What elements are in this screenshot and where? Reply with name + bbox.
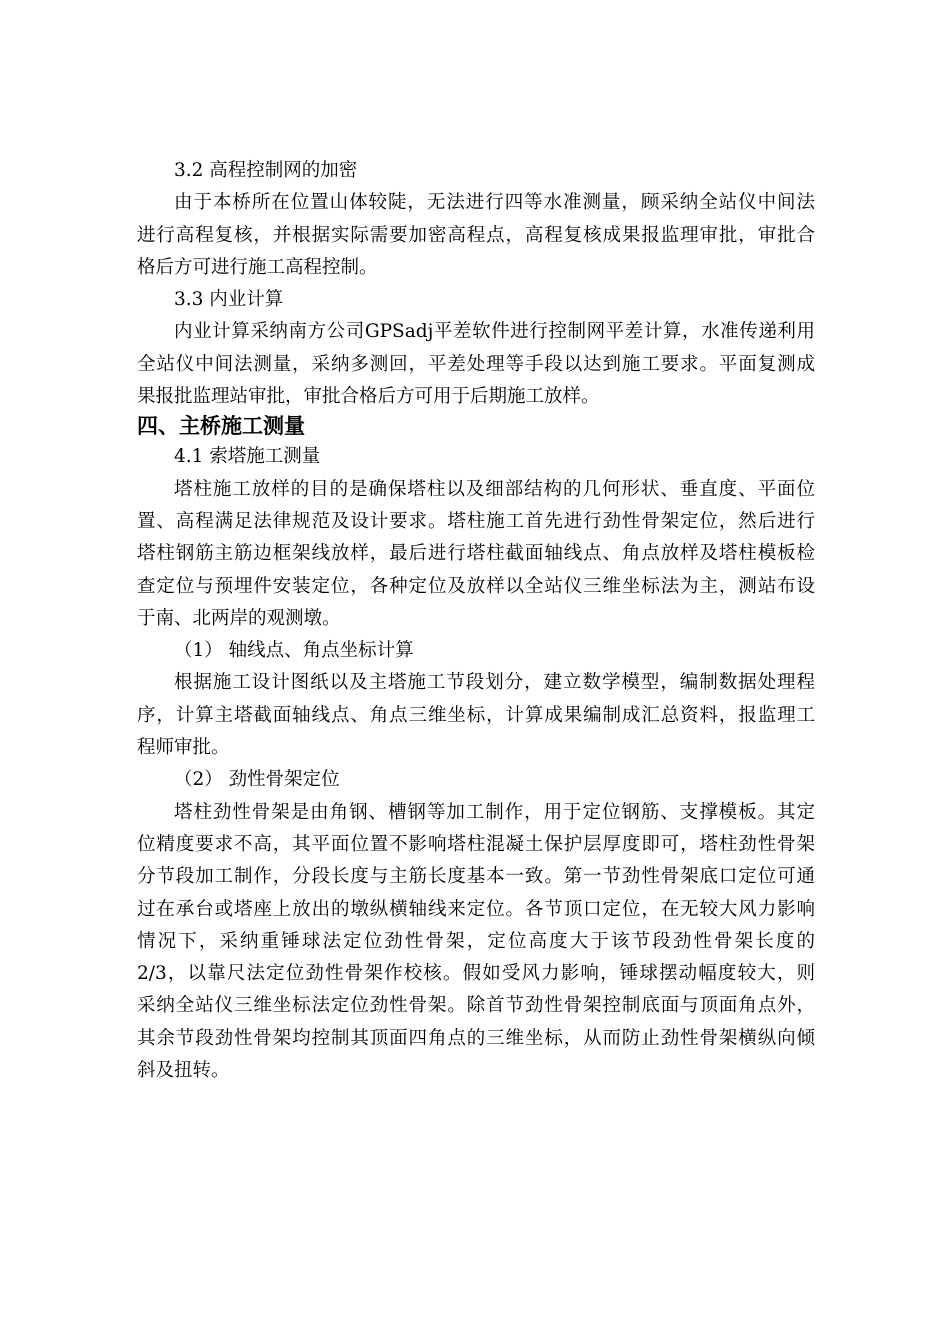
paragraph-line: 进行高程复核，并根据实际需要加密高程点，高程复核成果报监理审批，审批合 [137,224,815,246]
chapter-heading-4: 四、主桥施工测量 [137,414,305,439]
paragraph-line: 其余节段劲性骨架均控制其顶面四角点的三维坐标，从而防止劲性骨架横纵向倾 [137,1027,815,1049]
paragraph-line: 果报批监理站审批，审批合格后方可用于后期施工放样。 [137,386,600,408]
paragraph-line: 置、高程满足法律规范及设计要求。塔柱施工首先进行劲性骨架定位，然后进行 [137,510,815,532]
section-heading-3-3: 3.3 内业计算 [174,289,284,311]
paragraph-line: 塔柱劲性骨架是由角钢、槽钢等加工制作，用于定位钢筋、支撑模板。其定 [174,801,815,823]
paragraph-line: 内业计算采纳南方公司GPSadj平差软件进行控制网平差计算，水准传递利用 [174,321,815,343]
paragraph-line: 根据施工设计图纸以及主塔施工节段划分，建立数学模型，编制数据处理程 [174,672,815,694]
paragraph-line: 全站仪中间法测量，采纳多测回，平差处理等手段以达到施工要求。平面复测成 [137,353,815,375]
paragraph-line: 序，计算主塔截面轴线点、角点三维坐标，计算成果编制成汇总资料，报监理工 [137,704,815,726]
paragraph-line: 格后方可进行施工高程控制。 [137,256,378,278]
document-body [137,155,815,1087]
paragraph-line: 斜及扭转。 [137,1060,230,1082]
paragraph-line: 由于本桥所在位置山体较陡，无法进行四等水准测量，顾采纳全站仪中间法 [174,192,815,214]
paragraph-line: 于南、北两岸的观测墩。 [137,607,341,629]
enum-heading-1: （1） 轴线点、角点坐标计算 [174,640,414,662]
paragraph-line: 查定位与预埋件安装定位，各种定位及放样以全站仪三维坐标法为主，测站布设 [137,575,815,597]
paragraph-line: 塔柱钢筋主筋边框架线放样，最后进行塔柱截面轴线点、角点放样及塔柱模板检 [137,543,815,565]
section-heading-3-2: 3.2 高程控制网的加密 [174,160,358,181]
paragraph-line: 过在承台或塔座上放出的墩纵横轴线来定位。各节顶口定位，在无较大风力影响 [137,898,815,920]
paragraph-line: 分节段加工制作，分段长度与主筋长度基本一致。第一节劲性骨架底口定位可通 [137,866,815,888]
paragraph-line: 情况下，采纳重锤球法定位劲性骨架，定位高度大于该节段劲性骨架长度的 [137,930,815,952]
section-heading-4-1: 4.1 索塔施工测量 [174,446,321,468]
paragraph-line: 塔柱施工放样的目的是确保塔柱以及细部结构的几何形状、垂直度、平面位 [174,478,815,500]
paragraph-line: 程师审批。 [137,737,230,759]
enum-heading-2: （2） 劲性骨架定位 [174,769,340,791]
paragraph-line: 位精度要求不高，其平面位置不影响塔柱混凝土保护层厚度即可，塔柱劲性骨架 [137,833,815,855]
paragraph-line: 采纳全站仪三维坐标法定位劲性骨架。除首节劲性骨架控制底面与顶面角点外， [137,995,815,1017]
paragraph-line: 2/3，以靠尺法定位劲性骨架作校核。假如受风力影响，锤球摆动幅度较大，则 [137,963,815,985]
